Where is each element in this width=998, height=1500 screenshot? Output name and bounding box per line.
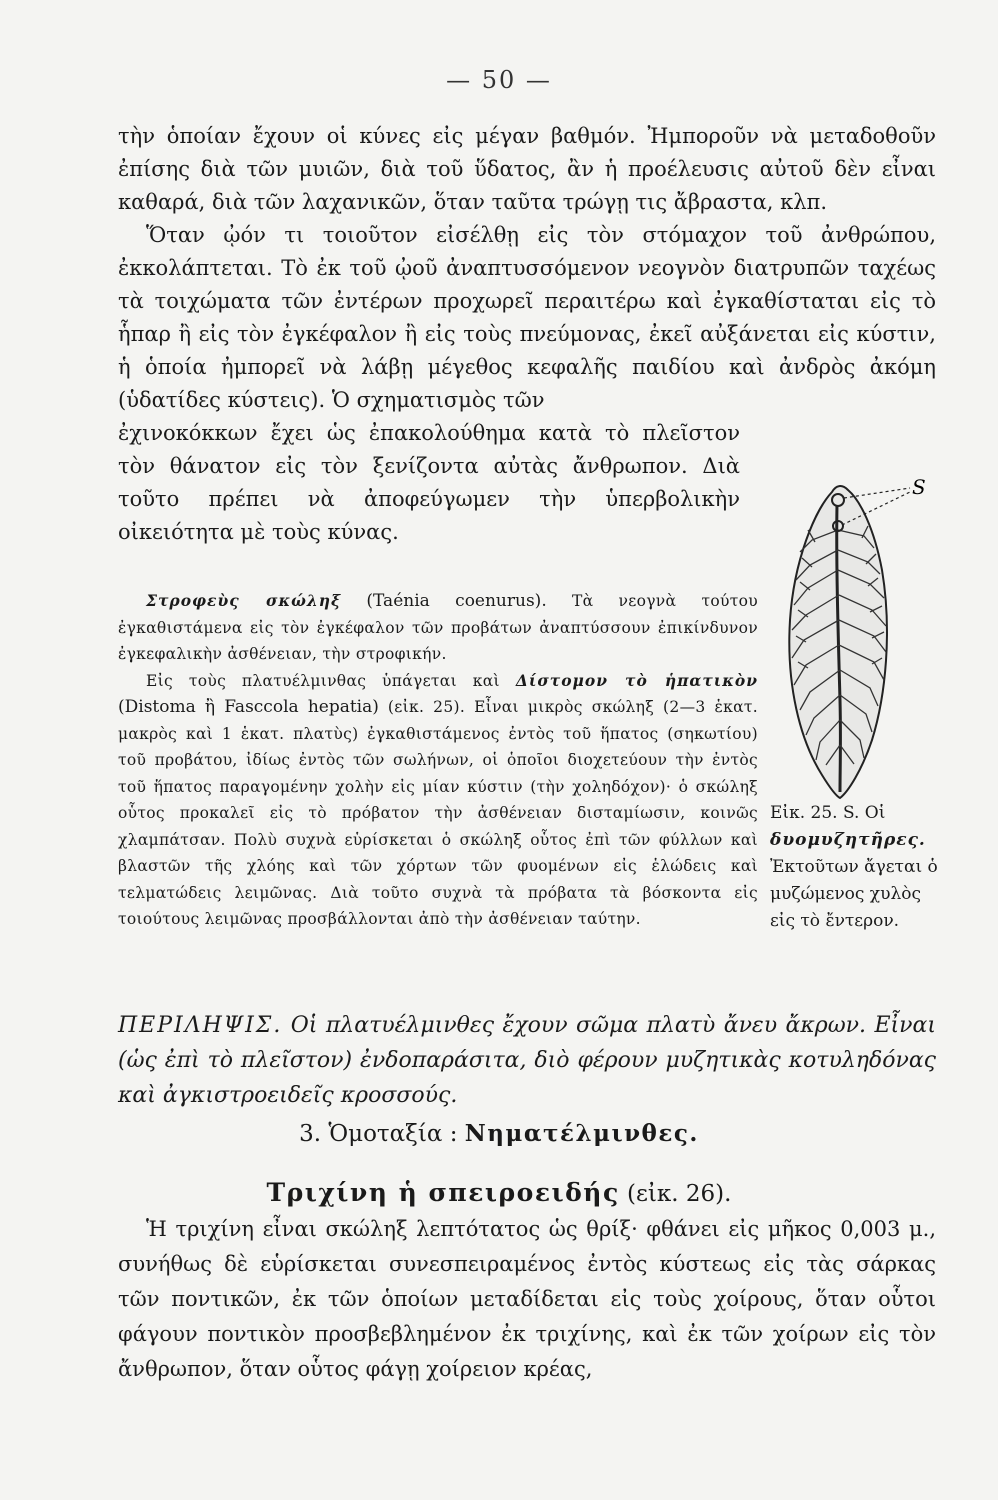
summary-label: ΠΕΡΙΛΗΨΙΣ. (118, 1013, 283, 1038)
paragraph-2: Ὅταν ᾠόν τι τοιοῦτον εἰσέλθῃ εἰς τὸν στόμαχον τοῦ ἀνθρώπου, ἐκκολάπτεται. Τὸ ἐκ τοῦ ᾠοῦ ἀναπτυσσόμενον νεογνὸν διατρυπῶν ταχέως τὰ τοιχώματα τῶν ἐντέρων προχωρεῖ περαιτέρω καὶ ἐγκαθίσταται εἰς τὸ ἧπαρ ἢ εἰς τὸν ἐγκέφαλον ἢ εἰς τοὺς πνεύμονας, ἐκεῖ αὐξάνεται εἰς κύστιν, ἡ ὁποία ἠμπορεῖ νὰ λάβῃ μέγεθος κεφαλῆς παιδίου καὶ ἀνδρὸς ἀκόμη (ὑδατίδες κύστεις). Ὁ σχηματισμὸς τῶν (118, 223, 936, 412)
trichini-section (118, 1212, 936, 1387)
strofeus-name: Στροφεὺς σκώληξ (146, 591, 342, 610)
distomo-intro: Εἰς τοὺς πλατυέλμινθας ὑπάγεται καὶ (146, 671, 500, 690)
species-heading (0, 1178, 998, 1207)
class-heading (0, 1120, 998, 1147)
species-heading-name: Τριχίνη ἡ σπειροειδής (266, 1178, 620, 1207)
caption-rest: Ἐκτοῦτων ἄγεται ὁ μυζώμενος χυλὸς εἰς τὸ ἔντερον. (770, 857, 938, 931)
summary-section (118, 1008, 936, 1113)
distomo-paragraph (118, 668, 758, 933)
class-heading-prefix: 3. Ὁμοταξία : (299, 1121, 458, 1147)
page-number: — 50 — (446, 66, 552, 94)
small-print-section (118, 588, 758, 933)
liver-fluke-illustration (770, 470, 950, 800)
distomo-latin: (Distoma ἢ Fasccola hepatia) (118, 697, 379, 717)
strofeus-paragraph (118, 588, 758, 668)
summary-text: Οἱ πλατυέλμινθες ἔχουν σῶμα πλατὺ ἄνευ ἄκρων. Εἶναι (ὡς ἐπὶ τὸ πλεῖστον) ἐνδοπαράσιτα, διὸ φέρουν μυζητικὰς κοτυληδόνας καὶ ἀγκιστροειδεῖς κροσσούς. (118, 1013, 936, 1108)
caption-line-1: Εἰκ. 25. S. Οἱ (770, 803, 886, 823)
species-heading-ref: (εἰκ. 26). (627, 1181, 732, 1207)
distomo-text: (εἰκ. 25). Εἶναι μικρὸς σκώληξ (2—3 ἑκατ. μακρὸς καὶ 1 ἑκατ. πλατὺς) ἐγκαθιστάμενος ἐντὸς τοῦ ἥπατος (σηκωτίου) τοῦ προβάτου, ἰδίως ἐντὸς τῶν σωλήνων, οἱ ὁποῖοι διοχετεύουν τὴν ἐντὸς τοῦ ἥπατος παραγομένην χολὴν εἰς μίαν κύστιν (τὴν χοληδόχον)· ὁ σκώληξ οὗτος προκαλεῖ εἰς τὸ πρόβατον τὴν ἀσθένειαν δισταμίωσιν, κοινῶς χλαμπάτσαν. Πολὺ συχνὰ εὑρίσκεται ὁ σκώληξ οὗτος ἐπὶ τῶν φύλλων καὶ βλαστῶν τῆς χλόης καὶ τῶν χόρτων τῶν φυομένων εἰς ἑλώδεις καὶ τελματώδεις λειμῶνας. Διὰ τοῦτο συχνὰ τὰ πρόβατα τὰ βόσκοντα εἰς τοιούτους λειμῶνας προσβάλλονται ἀπὸ τὴν ἀσθένειαν ταύτην. (118, 698, 759, 928)
paragraph-2-continued: ἐχινοκόκκων ἔχει ὡς ἐπακολούθημα κατὰ τὸ πλεῖστον τὸν θάνατον εἰς τὸν ξενίζοντα αὐτὰς ἄνθρωπον. Διὰ τοῦτο πρέπει νὰ ἀποφεύγωμεν τὴν ὑπερβολικὴν οἰκειότητα μὲ τοὺς κύνας. (118, 421, 740, 544)
figure-label-s: S (912, 475, 926, 499)
caption-title: δυομυζητῆρες. (770, 830, 926, 850)
figure-caption (770, 800, 950, 935)
trichini-paragraph: Ἡ τριχίνη εἶναι σκώληξ λεπτότατος ὡς θρίξ· φθάνει εἰς μῆκος 0,003 μ., συνήθως δὲ εὑρίσκεται συνεσπειραμένος ἐντὸς κύστεως εἰς τὰς σάρκας τῶν ποντικῶν, ἐκ τῶν ὁποίων μεταδίδεται εἰς τοὺς χοίρους, ὅταν οὗτοι φάγουν ποντικὸν προσβεβλημένον ἐκ τριχίνης, καὶ ἐκ τῶν χοίρων εἰς τὸν ἄνθρωπον, ὅταν οὗτος φάγῃ χοίρειον κρέας, (118, 1217, 936, 1381)
fluke-body (789, 486, 887, 798)
strofeus-text: Τὰ νεογνὰ τούτου ἐγκαθιστάμενα εἰς τὸν ἐγκέφαλον τῶν προβάτων ἀναπτύσσουν ἐπικίνδυνον ἐγκεφαλικὴν ἀσθένειαν, τὴν στροφικήν. (118, 592, 758, 663)
class-heading-name: Νηματέλμινθες. (464, 1120, 699, 1147)
distomo-name: Δίστομον τὸ ἡπατικὸν (515, 670, 759, 690)
paragraph-1: τὴν ὁποίαν ἔχουν οἱ κύνες εἰς μέγαν βαθμόν. Ἠμποροῦν νὰ μεταδοθοῦν ἐπίσης διὰ τῶν μυιῶν, διὰ τοῦ ὕδατος, ἂν ἡ προέλευσις αὐτοῦ δὲν εἶναι καθαρά, διὰ τῶν λαχανικῶν, ὅταν ταῦτα τρώγῃ τις ἄβραστα, κλπ. (118, 124, 936, 214)
strofeus-latin: (Taénia coenurus). (366, 591, 547, 611)
